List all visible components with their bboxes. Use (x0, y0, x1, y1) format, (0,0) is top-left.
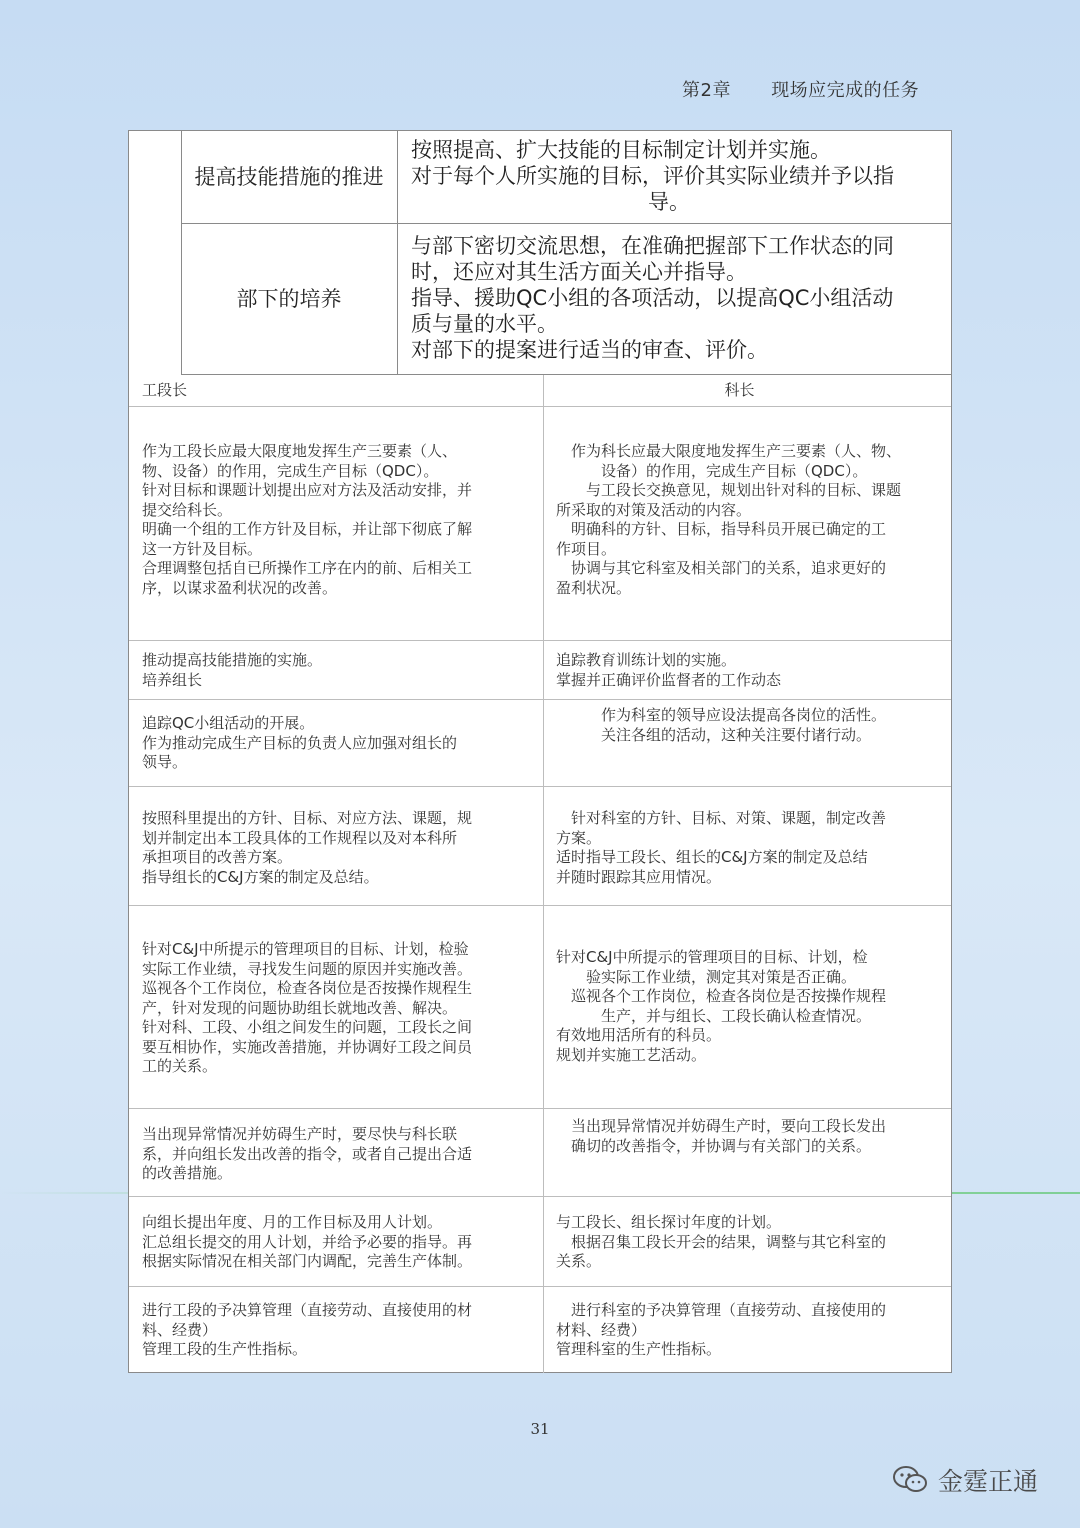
cell-line: 巡视各个工作岗位，检查各岗位是否按操作规程 (556, 987, 887, 1005)
cell-line: 关注各组的活动，这种关注要付诸行动。 (556, 725, 872, 744)
cell-line: 方案。 (556, 828, 602, 847)
cell-line: 作为推动完成生产目标的负责人应加强对组长的 (142, 733, 458, 752)
desc-line: 按照提高、扩大技能的目标制定计划并实施。 (411, 138, 831, 162)
cell-line: 作项目。 (556, 539, 617, 558)
cell-dept-chief (544, 641, 951, 699)
desc-line: 时，还应对其生活方面关心并指导。 (411, 260, 747, 284)
cell-line: 领导。 (142, 753, 188, 771)
cell-section-chief (129, 700, 544, 786)
cell-line: 料、经费） (142, 1320, 218, 1339)
cell-dept-chief (544, 406, 951, 640)
cell-line: 实际工作业绩，寻找发生问题的原因并实施改善。 (142, 959, 473, 978)
cell-line: 明确一个组的工作方针及目标，并让部下彻底了解 (142, 520, 473, 538)
header-col-section-chief: 工段长 (129, 375, 544, 406)
cell-line: 协调与其它科室及相关部门的关系，追求更好的 (556, 559, 887, 577)
cell-line: 进行工段的予决算管理（直接劳动、直接使用的材 (142, 1301, 473, 1319)
cell-dept-chief (544, 906, 951, 1108)
top-row-training (181, 224, 951, 375)
cell-line: 工的关系。 (142, 1057, 218, 1075)
top-row-desc (399, 131, 951, 223)
cell-line: 与工段长交换意见，规划出针对科的目标、课题 (556, 481, 902, 499)
cell-line: 有效地用活所有的科员。 (556, 1026, 722, 1044)
cell-line: 掌握并正确评价监督者的工作动态 (556, 670, 782, 689)
top-row-label: 部下的培养 (181, 224, 398, 374)
cell-line: 作为科室的领导应设法提高各岗位的活性。 (556, 706, 887, 724)
top-row-skills (181, 131, 951, 224)
desc-line: 对于每个人所实施的目标，评价其实际业绩并予以指 (411, 164, 894, 188)
cell-line: 盈利状况。 (556, 578, 632, 597)
table-row (129, 906, 951, 1109)
cell-section-chief (129, 1197, 544, 1286)
cell-line: 根据召集工段长开会的结果，调整与其它科室的 (556, 1232, 887, 1251)
cell-line: 当出现异常情况并妨碍生产时，要向工段长发出 (556, 1117, 887, 1135)
cell-line: 针对目标和课题计划提出应对方法及活动安排，并 (142, 481, 473, 499)
cell-line: 提交给科长。 (142, 500, 233, 519)
cell-line: 适时指导工段长、组长的C&J方案的制定及总结 (556, 848, 868, 866)
cell-line: 所采取的对策及活动的内容。 (556, 500, 752, 519)
cell-line: 针对C&J中所提示的管理项目的目标、计划，检 (556, 948, 868, 966)
desc-line: 指导、援助QC小组的各项活动，以提高QC小组活动 (411, 286, 894, 310)
desc-line: 对部下的提案进行适当的审查、评价。 (411, 338, 768, 362)
cell-line: 进行科室的予决算管理（直接劳动、直接使用的 (556, 1301, 887, 1319)
cell-line: 划并制定出本工段具体的工作规程以及对本科所 (142, 828, 458, 847)
cell-line: 验实际工作业绩，测定其对策是否正确。 (556, 967, 857, 986)
cell-line: 明确科的方针、目标，指导科员开展已确定的工 (556, 520, 887, 538)
desc-line: 导。 (648, 190, 690, 214)
cell-line: 承担项目的改善方案。 (142, 848, 293, 866)
cell-line: 作为工段长应最大限度地发挥生产三要素（人、 (142, 442, 458, 460)
table-row (129, 787, 951, 906)
table-row (129, 700, 951, 787)
cell-line: 序，以谋求盈利状况的改善。 (142, 578, 338, 597)
cell-section-chief (129, 641, 544, 699)
cell-line: 关系。 (556, 1252, 602, 1270)
cell-line: 合理调整包括自已所操作工序在内的前、后相关工 (142, 559, 473, 577)
desc-line: 与部下密切交流思想，在准确把握部下工作状态的同 (411, 234, 894, 258)
cell-dept-chief (544, 787, 951, 905)
cell-line: 管理工段的生产性指标。 (142, 1340, 308, 1358)
cell-dept-chief (544, 1197, 951, 1286)
cell-line: 向组长提出年度、月的工作目标及用人计划。 (142, 1213, 443, 1231)
cell-section-chief (129, 787, 544, 905)
page-number: 31 (530, 1420, 550, 1438)
cell-line: 要互相协作，实施改善措施，并协调好工段之间员 (142, 1037, 473, 1056)
table-row (129, 1197, 951, 1287)
cell-section-chief (129, 1287, 544, 1373)
cell-line: 与工段长、组长探讨年度的计划。 (556, 1213, 782, 1231)
watermark (892, 1462, 1038, 1498)
wechat-icon (892, 1465, 928, 1495)
chapter-header (682, 76, 919, 102)
cell-line: 汇总组长提交的用人计划，并给予必要的指导。再 (142, 1232, 473, 1251)
table-row (129, 1287, 951, 1373)
top-table (129, 131, 951, 374)
desc-line: 质与量的水平。 (411, 312, 558, 336)
chapter-title: 现场应完成的任务 (771, 80, 920, 101)
header-col-dept-chief: 科长 (724, 380, 755, 399)
cell-dept-chief (544, 1287, 951, 1373)
cell-line: 这一方针及目标。 (142, 539, 263, 558)
watermark-text: 金霆正通 (938, 1467, 1039, 1496)
cell-line: 巡视各个工作岗位，检查各岗位是否按操作规程生 (142, 979, 473, 997)
table-row (129, 1109, 951, 1197)
cell-line: 追踪QC小组活动的开展。 (142, 714, 315, 732)
cell-line: 针对科室的方针、目标、对策、课题，制定改善 (556, 809, 887, 827)
cell-line: 按照科里提出的方针、目标、对应方法、课题，规 (142, 809, 473, 827)
cell-line: 产，针对发现的问题协助组长就地改善、解决。 (142, 998, 458, 1017)
chapter-number: 第2章 (682, 80, 731, 101)
cell-dept-chief (544, 1109, 951, 1196)
cell-line: 的改善措施。 (142, 1164, 233, 1182)
cell-line: 当出现异常情况并妨碍生产时，要尽快与科长联 (142, 1125, 458, 1143)
table-row (129, 406, 951, 641)
cell-section-chief (129, 406, 544, 640)
table-row (129, 641, 951, 700)
top-row-desc (399, 224, 951, 374)
cell-line: 追踪教育训练计划的实施。 (556, 651, 737, 669)
cell-line: 根据实际情况在相关部门内调配，完善生产体制。 (142, 1252, 473, 1270)
cell-section-chief (129, 1109, 544, 1196)
cell-line: 生产，并与组长、工段长确认检查情况。 (556, 1006, 872, 1025)
cell-line: 针对科、工段、小组之间发生的问题，工段长之间 (142, 1018, 473, 1036)
cell-line: 物、设备）的作用，完成生产目标（QDC）。 (142, 461, 439, 480)
document-page (128, 130, 952, 1373)
cell-line: 规划并实施工艺活动。 (556, 1045, 707, 1064)
cell-dept-chief (544, 700, 951, 786)
cell-line: 系，并向组长发出改善的指令，或者自己提出合适 (142, 1144, 473, 1163)
cell-line: 指导组长的C&J方案的制定及总结。 (142, 867, 379, 886)
top-row-label: 提高技能措施的推进 (181, 131, 398, 223)
cell-line: 推动提高技能措施的实施。 (142, 651, 323, 669)
cell-line: 设备）的作用，完成生产目标（QDC）。 (556, 461, 868, 480)
left-strip (129, 131, 182, 374)
cell-line: 管理科室的生产性指标。 (556, 1340, 722, 1358)
cell-line: 作为科长应最大限度地发挥生产三要素（人、物、 (556, 442, 902, 460)
cell-line: 培养组长 (142, 670, 203, 689)
cell-line: 确切的改善指令，并协调与有关部门的关系。 (556, 1136, 872, 1155)
cell-line: 针对C&J中所提示的管理项目的目标、计划，检验 (142, 940, 469, 958)
cell-line: 并随时跟踪其应用情况。 (556, 867, 722, 886)
cell-section-chief (129, 906, 544, 1108)
cell-line: 材料、经费） (556, 1320, 647, 1339)
table-header-row (129, 375, 951, 407)
